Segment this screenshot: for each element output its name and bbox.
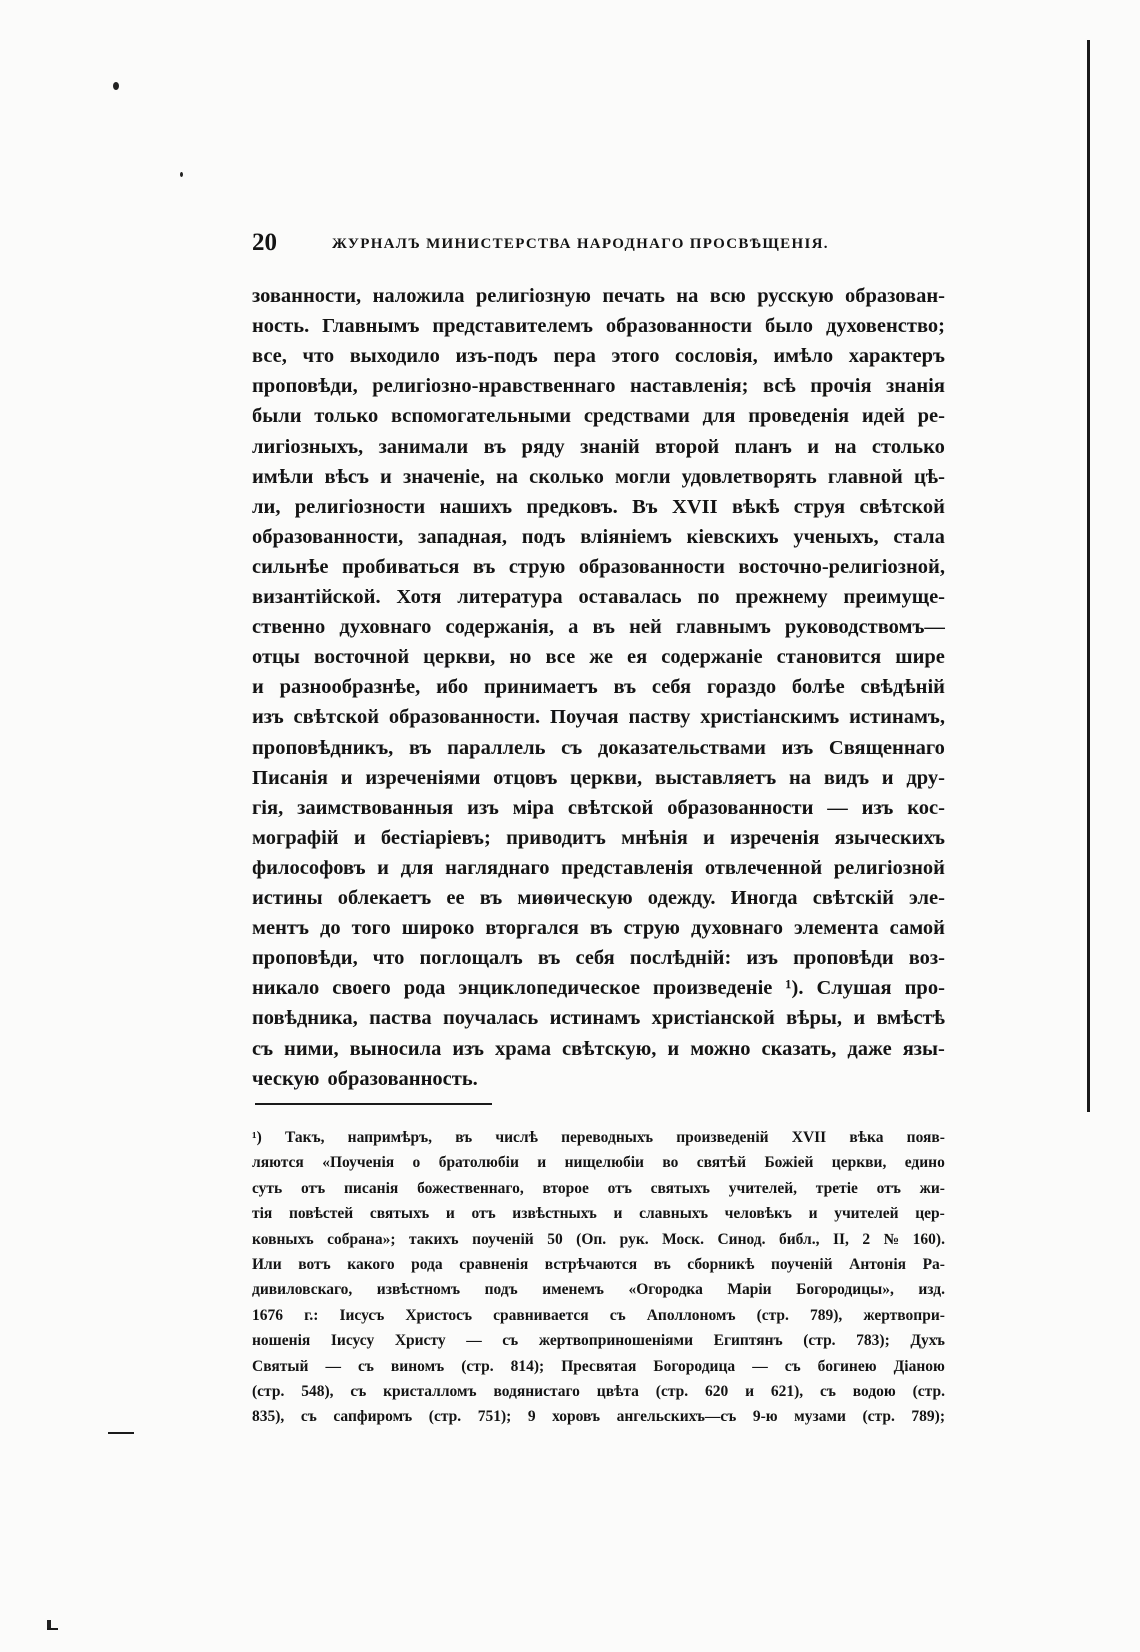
running-head (252, 226, 952, 260)
footnote-line: Или вотъ какого рода сравненія встрѣчаются въ сборникѣ поученій Антонія Ра- (252, 1256, 945, 1273)
body-text-line: образованности, западная, подъ вліяніемъ кіевскихъ ученыхъ, стала (252, 525, 945, 548)
footnote-line: ковныхъ собрана»; такихъ поученій 50 (Оп. рук. Моск. Синод. библ., II, 2 № 160). (252, 1230, 945, 1248)
scan-speck (180, 172, 183, 177)
body-text-line: Писанія и изреченіями отцовъ церкви, выставляетъ на видъ и дру- (252, 766, 945, 789)
body-text-line: зованности, наложила религіозную печать на всю русскую образован- (252, 285, 945, 307)
body-text-line: и разнообразнѣе, ибо принимаетъ въ себя гораздо болѣе свѣдѣній (252, 676, 945, 699)
body-text-line: сильнѣе пробиваться въ струю образованности восточно-религіозной, (252, 555, 945, 578)
page-number: 20 (252, 229, 277, 256)
body-text-line: ли, религіозности нашихъ предковъ. Въ XVII вѣкѣ струя свѣтской (252, 495, 945, 518)
body-text-line: все, что выходило изъ-подъ пера этого сословія, имѣло характеръ (252, 345, 945, 368)
body-text-line: истины облекаетъ ее въ миѳическую одежду. Иногда свѣтскій эле- (252, 887, 945, 909)
footnote-line: ляются «Поученія о братолюбіи и нищелюбіи во святѣй Божіей церкви, едино (252, 1154, 945, 1172)
body-text-line: ственно духовнаго содержанія, а въ ней главнымъ руководствомъ— (252, 616, 945, 639)
body-text-line: имѣли вѣсъ и значеніе, на сколько могли удовлетворять главной цѣ- (252, 465, 945, 488)
body-text-line: византійской. Хотя литература оставалась по прежнему преимуще- (252, 586, 945, 608)
body-text-line: съ ними, выносила изъ храма свѣтскую, и можно сказать, даже язы- (252, 1037, 945, 1060)
body-text-line: ность. Главнымъ представителемъ образованности было духовенство; (252, 315, 945, 338)
page-edge-rule (1087, 40, 1090, 1112)
journal-title: ЖУРНАЛЪ МИНИСТЕРСТВА НАРОДНАГО ПРОСВѢЩЕНІЯ. (332, 236, 829, 252)
footnote-line: дивиловскаго, извѣстномъ подъ именемъ «Огородка Маріи Богородицы», изд. (252, 1281, 945, 1299)
body-text-line: изъ свѣтской образованности. Поучая паству христіанскимъ истинамъ, (252, 706, 945, 729)
body-text-line: мографій и бестіаріевъ; приводитъ мнѣнія и изреченія языческихъ (252, 826, 945, 849)
scan-margin-dash (47, 1628, 58, 1630)
footnote-line: ¹) Такъ, напримѣръ, въ числѣ переводныхъ произведеній XVII вѣка появ- (252, 1129, 945, 1146)
body-text-line: проповѣдникъ, въ параллель съ доказательствами изъ Священнаго (252, 736, 945, 759)
footnote-line: суть отъ писанія божественнаго, второе отъ святыхъ учителей, третіе отъ жи- (252, 1179, 945, 1197)
scan-speck (113, 82, 119, 90)
body-text-line: гія, заимствованныя изъ міра свѣтской образованности — изъ кос- (252, 796, 945, 819)
footnote-line: (стр. 548), съ кристалломъ водянистаго цвѣта (стр. 620 и 621), съ водою (стр. (252, 1383, 945, 1400)
body-text-line: были только вспомогательными средствами для проведенія идей ре- (252, 405, 945, 428)
body-text-line: отцы восточной церкви, но все же ея содержаніе становится шире (252, 646, 945, 669)
footnote-line: ношенія Іисусу Христу — съ жертвоприношеніями Египтянъ (стр. 783); Духъ (252, 1332, 945, 1350)
body-text-line: повѣдника, паства поучалась истинамъ христіанской вѣры, и вмѣстѣ (252, 1007, 945, 1030)
body-text-line: никало своего рода энциклопедическое произведеніе ¹). Слушая про- (252, 977, 945, 1000)
footnote-line: 1676 г.: Іисусъ Христосъ сравнивается съ Аполлономъ (стр. 789), жертвопри- (252, 1306, 945, 1324)
body-text-line: ментъ до того широко вторгался въ струю духовнаго элемента самой (252, 917, 945, 940)
scan-margin-dash (108, 1432, 134, 1434)
body-text-line: философовъ и для нагляднаго представленія отвлеченной религіозной (252, 856, 945, 879)
footnote-line: Святый — съ виномъ (стр. 814); Пресвятая Богородица — съ богинею Діаною (252, 1357, 945, 1375)
body-text-line: ческую образованность. (252, 1067, 478, 1090)
footnote-line: тія повѣстей святыхъ и отъ извѣстныхъ и славныхъ человѣкъ и учителей цер- (252, 1205, 945, 1223)
footnote-rule (255, 1103, 492, 1105)
footnote-line: 835), съ сапфиромъ (стр. 751); 9 хоровъ ангельскихъ—съ 9-ю музами (стр. 789); (252, 1408, 945, 1426)
body-text-line: проповѣди, что поглощалъ въ себя послѣдній: изъ проповѣди воз- (252, 947, 945, 970)
body-text-line: лигіозныхъ, занимали въ ряду знаній второй планъ и на столько (252, 435, 945, 458)
body-text-line: проповѣди, религіозно-нравственнаго наставленія; всѣ прочія знанія (252, 375, 945, 398)
